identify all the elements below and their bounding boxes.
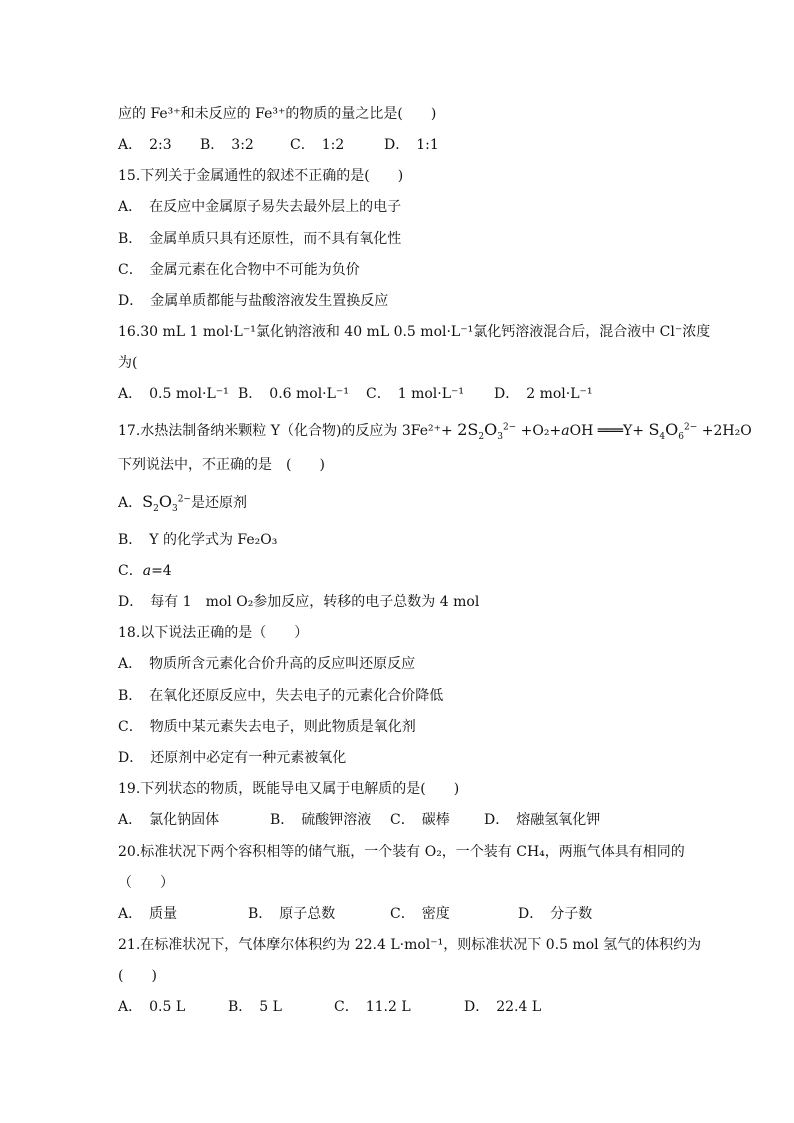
q15-stem: 15.下列关于金属通性的叙述不正确的是( ) (118, 168, 404, 184)
q21-option-d: D． 22.4 L (464, 999, 542, 1015)
q15-option-b: B． 金属单质只具有还原性，而不具有氧化性 (118, 231, 402, 247)
q17-option-a (118, 493, 247, 512)
q18-option-b: B． 在氧化还原反应中，失去电子的元素化合价降低 (118, 688, 444, 704)
q19-stem: 19.下列状态的物质，既能导电又属于电解质的是( ) (118, 781, 460, 797)
q18-option-a: A． 物质所含元素化合价升高的反应叫还原反应 (118, 656, 416, 672)
q18-option-c: C． 物质中某元素失去电子，则此物质是氧化剂 (118, 719, 416, 735)
optA-sub3: 3 (171, 503, 178, 514)
q16-stem-cont: 为( (118, 355, 138, 371)
q17-option-d: D． 每有 1 mol O₂参加反应，转移的电子总数为 4 mol (118, 594, 480, 610)
q21-stem: 21.在标准状况下，气体摩尔体积约为 22.4 L·mol⁻¹，则标准状况下 0.5 mol 氢气的体积约为 (118, 937, 702, 953)
q14-stem-tail: 应的 Fe³⁺和未反应的 Fe³⁺的物质的量之比是( ) (118, 106, 437, 122)
q17-mid1: +O₂+ (516, 423, 562, 439)
optA-charge: 2− (177, 494, 191, 505)
q14-option-c: C． 1:2 (290, 137, 345, 153)
q14-option-d: D． 1:1 (384, 137, 439, 153)
sub-6: 6 (678, 431, 685, 442)
q21-stem-cont: ( ) (118, 968, 157, 984)
tetrathionate-charge: 2− (684, 422, 698, 433)
q17-tail: +2H₂O (697, 423, 752, 439)
q20-option-c: C． 密度 (390, 906, 450, 922)
thiosulfate-coef: 2S (457, 420, 479, 439)
q16-option-b: B． 0.6 mol·L⁻¹ (238, 386, 349, 402)
sub-2: 2 (478, 431, 485, 442)
optC-tail: =4 (151, 563, 172, 579)
q16-stem: 16.30 mL 1 mol·L⁻¹氯化钠溶液和 40 mL 0.5 mol·L⁻¹氯化钙溶液混合后，混合液中 Cl⁻浓度 (118, 324, 711, 340)
optA-s: S (142, 492, 154, 511)
optC-a: a (142, 563, 152, 579)
q17-stem (118, 421, 752, 440)
q17-option-b: B． Y 的化学式为 Fe₂O₃ (118, 532, 278, 548)
q18-stem: 18.以下说法正确的是（ ） (118, 625, 309, 641)
q18-option-d: D． 还原剂中必定有一种元素被氧化 (118, 750, 347, 766)
coef-a: a (561, 423, 570, 439)
tetrathionate-s: S (648, 420, 660, 439)
q20-stem-cont: （ ） (118, 875, 174, 891)
oxygen: O (484, 420, 498, 439)
sub-3: 3 (497, 431, 503, 442)
q16-option-d: D． 2 mol·L⁻¹ (494, 386, 593, 402)
charge: 2− (502, 422, 517, 433)
q14-option-a: A． 2:3 (118, 137, 172, 153)
tetrathionate-o: O (665, 420, 679, 439)
optA-sub2: 2 (153, 503, 159, 514)
q17-option-c-label: C． (118, 563, 143, 579)
q21-option-c: C． 11.2 L (334, 999, 411, 1015)
q21-option-b: B． 5 L (228, 999, 282, 1015)
q17-stem-prefix: 17.水热法制备纳米颗粒 Y（化合物)的反应为 3Fe²⁺+ (118, 423, 458, 439)
q19-option-d: D． 熔融氢氧化钾 (484, 812, 601, 828)
q19-option-a: A． 氯化钠固体 (118, 812, 220, 828)
q14-option-b: B． 3:2 (200, 137, 254, 153)
q15-option-a: A． 在反应中金属原子易失去最外层上的电子 (118, 199, 402, 215)
q20-stem: 20.标准状况下两个容积相等的储气瓶，一个装有 O₂，一个装有 CH₄，两瓶气体具有相同的 (118, 844, 685, 860)
q20-option-d: D． 分子数 (518, 906, 593, 922)
q17-option-c (118, 562, 172, 580)
q15-option-d: D． 金属单质都能与盐酸溶液发生置换反应 (118, 293, 389, 309)
q17-stem-cont: 下列说法中，不正确的是 ( ) (118, 457, 325, 473)
q20-option-a: A． 质量 (118, 906, 178, 922)
q21-option-a: A． 0.5 L (118, 999, 186, 1015)
optA-tail: 是还原剂 (190, 495, 247, 511)
q17-option-a-label: A． (118, 495, 143, 511)
q15-option-c: C． 金属元素在化合物中不可能为负价 (118, 262, 360, 278)
sub-4: 4 (659, 431, 666, 442)
q16-option-a: A． 0.5 mol·L⁻¹ (118, 386, 229, 402)
q20-option-b: B． 原子总数 (248, 906, 336, 922)
q17-mid2: OH ═══Y+ (569, 423, 649, 439)
q19-option-b: B． 硫酸钾溶液 (270, 812, 372, 828)
optA-o: O (158, 492, 172, 511)
q16-option-c: C． 1 mol·L⁻¹ (366, 386, 464, 402)
q19-option-c: C． 碳棒 (390, 812, 450, 828)
